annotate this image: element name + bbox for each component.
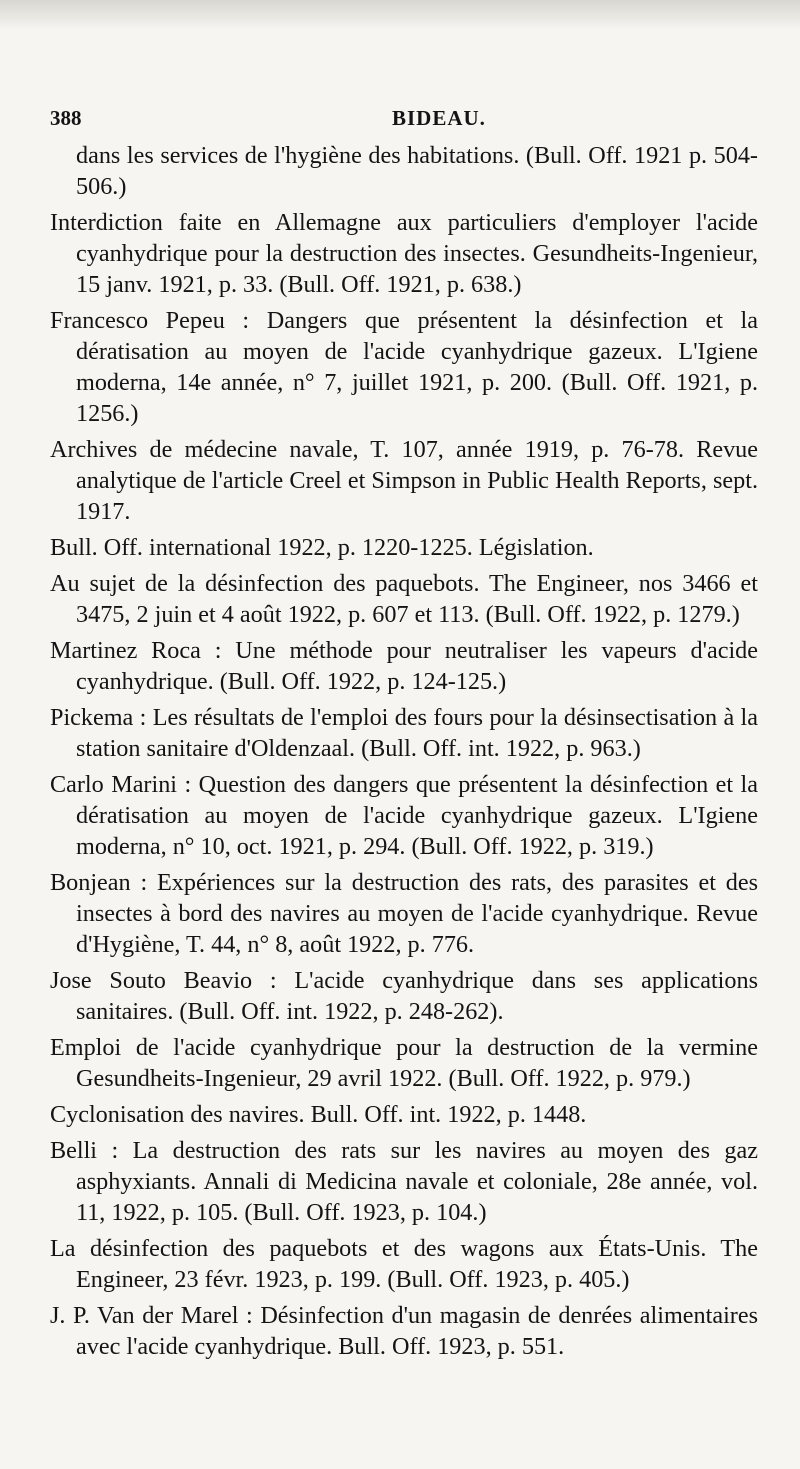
bibliography-entry: Bull. Off. international 1922, p. 1220-1225. Législation.	[50, 534, 594, 561]
bibliography-entry: Carlo Marini : Question des dangers que présentent la désinfection et la dératisation au moyen de l'acide cyanhydrique gazeux. L'Igiene moderna, n° 10, oct. 1921, p. 294. (Bull. Off. 1922, p. 319.)	[50, 771, 758, 860]
bibliography-entry: Bonjean : Expériences sur la destruction des rats, des parasites et des insectes à bord des navires au moyen de l'acide cyanhydrique. Revue d'Hygiène, T. 44, n° 8, août 1922, p. 776.	[50, 869, 758, 958]
bibliography-entry: Francesco Pepeu : Dangers que présentent la désinfection et la dératisation au moyen de l'acide cyanhydrique gazeux. L'Igiene moderna, 14e année, n° 7, juillet 1921, p. 200. (Bull. Off. 1921, p. 1256.)	[50, 307, 758, 427]
page-number: 388	[50, 106, 82, 130]
bibliography-entry: dans les services de l'hygiène des habitations. (Bull. Off. 1921 p. 504-506.)	[76, 142, 758, 200]
bibliography-entry: Emploi de l'acide cyanhydrique pour la destruction de la vermine Gesundheits-Ingenieur, 29 avril 1922. (Bull. Off. 1922, p. 979.)	[50, 1034, 758, 1092]
bibliography-entry: Belli : La destruction des rats sur les navires au moyen des gaz asphyxiants. Annali di Medicina navale et coloniale, 28e année, vol. 11, 1922, p. 105. (Bull. Off. 1923, p. 104.)	[50, 1137, 758, 1226]
bibliography-entry: Jose Souto Beavio : L'acide cyanhydrique dans ses applications sanitaires. (Bull. Off. int. 1922, p. 248-262).	[50, 967, 758, 1025]
bibliography-entry: Interdiction faite en Allemagne aux particuliers d'employer l'acide cyanhydrique pour la destruction des insectes. Gesundheits-Ingenieur, 15 janv. 1921, p. 33. (Bull. Off. 1921, p. 638.)	[50, 209, 758, 298]
bibliography-entry: Archives de médecine navale, T. 107, année 1919, p. 76-78. Revue analytique de l'article Creel et Simpson in Public Health Reports, sept. 1917.	[50, 436, 758, 525]
bibliography-list	[50, 140, 758, 1367]
bibliography-entry: J. P. Van der Marel : Désinfection d'un magasin de denrées alimentaires avec l'acide cyanhydrique. Bull. Off. 1923, p. 551.	[50, 1302, 758, 1360]
page-header	[50, 100, 760, 136]
bibliography-entry: Pickema : Les résultats de l'emploi des fours pour la désinsectisation à la station sanitaire d'Oldenzaal. (Bull. Off. int. 1922, p. 963.)	[50, 704, 758, 762]
bibliography-entry: Au sujet de la désinfection des paquebots. The Engineer, nos 3466 et 3475, 2 juin et 4 août 1922, p. 607 et 113. (Bull. Off. 1922, p. 1279.)	[50, 570, 758, 628]
page-top-edge	[0, 0, 800, 30]
bibliography-entry: Martinez Roca : Une méthode pour neutraliser les vapeurs d'acide cyanhydrique. (Bull. Off. 1922, p. 124-125.)	[50, 637, 758, 695]
bibliography-entry: Cyclonisation des navires. Bull. Off. int. 1922, p. 1448.	[50, 1101, 587, 1128]
bibliography-entry: La désinfection des paquebots et des wagons aux États-Unis. The Engineer, 23 févr. 1923, p. 199. (Bull. Off. 1923, p. 405.)	[50, 1235, 758, 1293]
running-head: BIDEAU.	[392, 106, 486, 130]
